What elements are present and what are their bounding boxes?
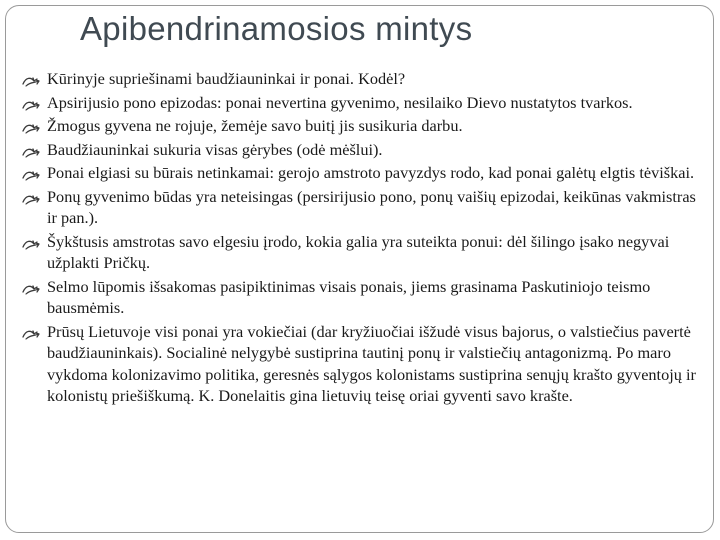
curly-arrow-icon bbox=[22, 235, 42, 248]
bullet-item bbox=[22, 68, 702, 90]
slide-title: Apibendrinamosios mintys bbox=[80, 10, 473, 47]
bullet-text: Prūsų Lietuvoje visi ponai yra vokiečiai (dar kryžiuočiai išžudė visus bajorus, o valstiečius pavertė baudžiauninkais). Socialinė nelygybė sustiprina tautinį ponų ir valstiečių antagonizmą. Po maro vykdoma kolonizavimo politika, geresnės sąlygos kolonistams sustiprina senųjų krašto gyventojų ir kolonistų priešiškumą. K. Donelaitis gina lietuvių teisę oriai gyventi savo krašte. bbox=[47, 321, 696, 405]
bullet-text: Šykštusis amstrotas savo elgesiu įrodo, kokia galia yra suteikta ponui: dėl šilingo įsako negyvai užplakti Pričkų. bbox=[47, 231, 670, 272]
bullet-item bbox=[22, 92, 702, 114]
bullet-item bbox=[22, 231, 702, 274]
bullet-text: Kūrinyje supriešinami baudžiauninkai ir ponai. Kodėl? bbox=[47, 69, 406, 88]
bullet-list bbox=[22, 68, 702, 409]
curly-arrow-icon bbox=[22, 190, 42, 203]
bullet-text: Selmo lūpomis išsakomas pasipiktinimas visais ponais, jiems grasinama Paskutiniojo teismo bausmėmis. bbox=[47, 276, 651, 317]
curly-arrow-icon bbox=[22, 119, 42, 132]
bullet-item bbox=[22, 321, 702, 407]
curly-arrow-icon bbox=[22, 166, 42, 179]
curly-arrow-icon bbox=[22, 96, 42, 109]
bullet-text: Ponų gyvenimo būdas yra neteisingas (persirijusio pono, ponų vaišių epizodai, keikūnas vakmistras ir pan.). bbox=[47, 186, 696, 227]
bullet-text: Žmogus gyvena ne rojuje, žemėje savo buitį jis susikuria darbu. bbox=[47, 116, 463, 135]
curly-arrow-icon bbox=[22, 143, 42, 156]
curly-arrow-icon bbox=[22, 72, 42, 85]
bullet-item bbox=[22, 162, 702, 184]
bullet-item bbox=[22, 276, 702, 319]
bullet-text: Ponai elgiasi su būrais netinkamai: gerojo amstroto pavyzdys rodo, kad ponai galėtų elgtis tėviškai. bbox=[47, 163, 695, 182]
bullet-text: Baudžiauninkai sukuria visas gėrybes (odė mėšlui). bbox=[47, 139, 383, 159]
curly-arrow-icon bbox=[22, 280, 42, 293]
bullet-text: Apsirijusio pono epizodas: ponai nevertina gyvenimo, nesilaiko Dievo nustatytos tvarkos. bbox=[47, 92, 633, 112]
bullet-item bbox=[22, 115, 702, 137]
bullet-item bbox=[22, 186, 702, 229]
bullet-item bbox=[22, 139, 702, 161]
curly-arrow-icon bbox=[22, 325, 42, 338]
